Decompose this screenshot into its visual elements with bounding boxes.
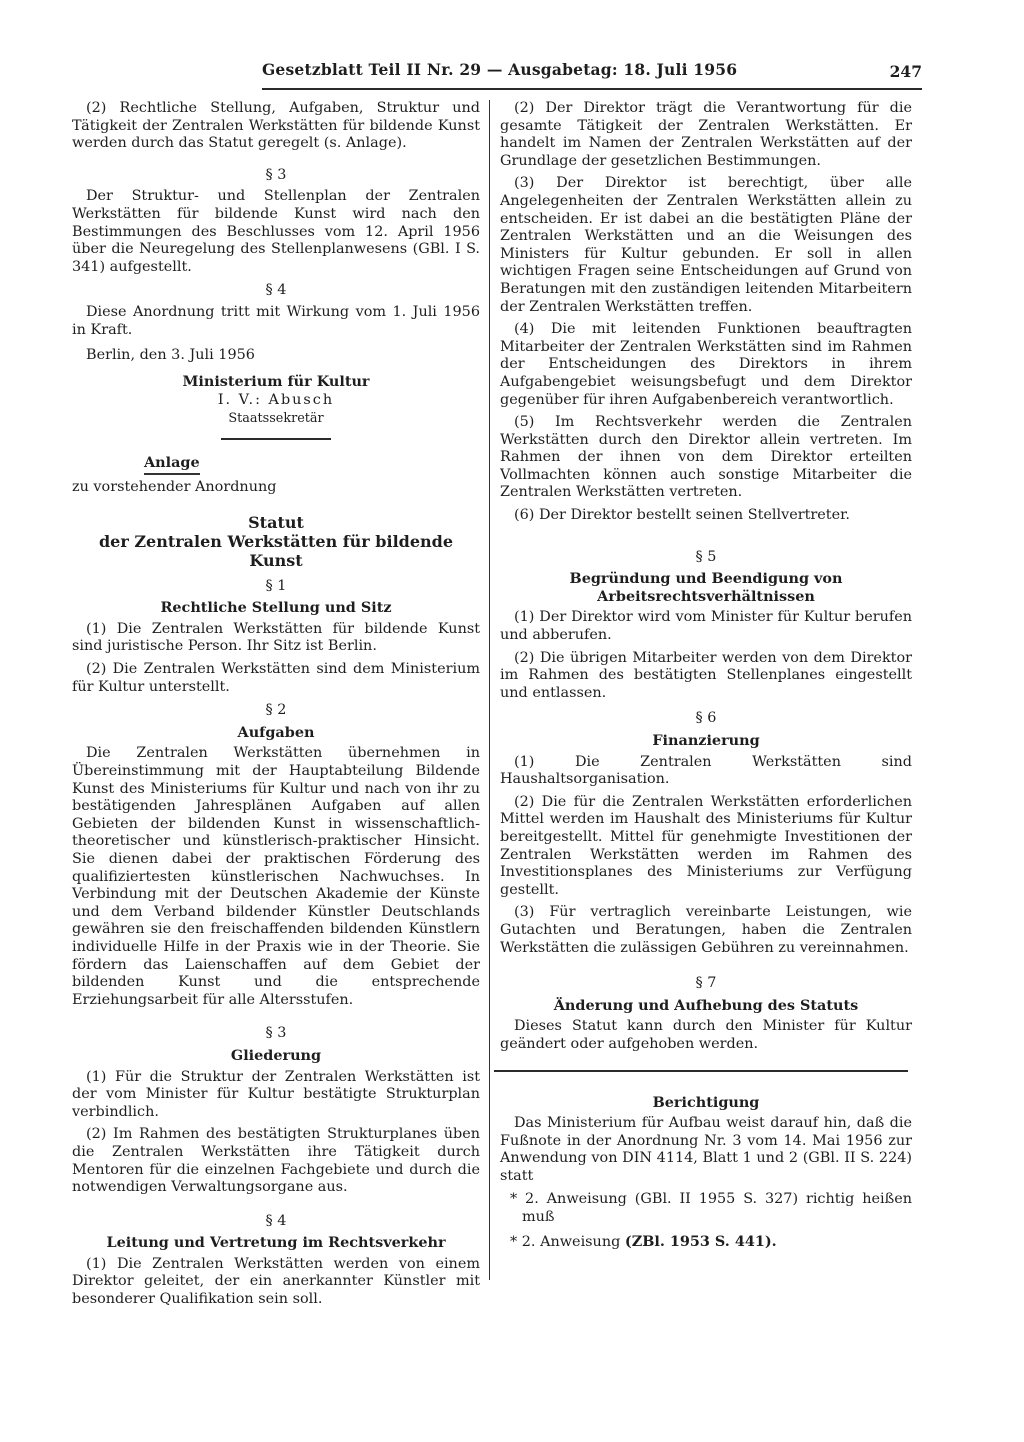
statute-section-5-title: Begründung und Beendigung von Arbeitsrechtsverhältnissen [569, 570, 843, 605]
correction-footnote-2-reference: (ZBl. 1953 S. 441). [624, 1232, 777, 1250]
correction-footnote-1: * 2. Anweisung (GBl. II 1955 S. 327) richtig heißen muß [510, 1191, 912, 1226]
statute-section-5-para-1: (1) Der Direktor wird vom Minister für Kultur berufen und abberufen. [500, 609, 912, 644]
statute-section-3-para-1: (1) Für die Struktur der Zentralen Werkstätten ist der vom Minister für Kultur bestätigte Strukturplan verbindlich. [72, 1068, 480, 1120]
statute-title-line-2: der Zentralen Werkstätten für bildende Kunst [98, 531, 454, 570]
statute-section-4-title: Leitung und Vertretung im Rechtsverkehr [106, 1234, 446, 1252]
statute-section-1-title: Rechtliche Stellung und Sitz [160, 599, 392, 617]
ministry-name: Ministerium für Kultur [182, 372, 370, 390]
statute-section-6-para-2: (2) Die für die Zentralen Werkstätten erforderlichen Mittel werden im Haushalt des Ministeriums für Kultur bereitgestellt. Mittel für genehmigte Investitionen der Zentralen Werkstätten werden im Rahmen des Investitionsplanes des Ministeriums zur Verfügung gestellt. [500, 793, 912, 898]
statute-section-2-title: Aufgaben [237, 723, 315, 741]
correction-heading: Berichtigung [652, 1093, 760, 1111]
statute-section-7-text: Dieses Statut kann durch den Minister für Kultur geändert oder aufgehoben werden. [500, 1018, 912, 1052]
statute-section-4-para-3: (3) Der Direktor ist berechtigt, über alle Angelegenheiten der Zentralen Werkstätten allein zu entscheiden. Er ist dabei an die bestätigten Pläne der Zentralen Werkstätten und an die Weisungen des Ministers für Kultur gebunden. Er soll in allen wichtigen Fragen seine Entscheidungen auf Grund von Beratungen mit den zuständigen leitenden Mitarbeitern der Zentralen Werkstätten treffen. [500, 175, 912, 315]
statute-section-4-para-2: (2) Der Direktor trägt die Verantwortung für die gesamte Tätigkeit der Zentralen Werkstätten. Er handelt im Namen der Zentralen Werkstätten auf der Grundlage der gesetzlichen Bestimmungen. [500, 100, 912, 169]
column-divider [489, 100, 490, 1280]
order-section-3-heading: § 3 [265, 166, 287, 183]
statute-section-4-para-5: (5) Im Rechtsverkehr werden die Zentralen Werkstätten durch den Direktor allein vertreten. Im Rahmen der ihnen von dem Direktor erteilten Vollmachten können auch sonstige Mitarbeiter die Zentralen Werkstätten vertreten. [500, 414, 912, 501]
correction-footnote-2-prefix: * 2. Anweisung [510, 1233, 625, 1250]
statute-section-4-heading: § 4 [265, 1212, 287, 1229]
correction-footnote-2 [510, 1232, 912, 1252]
gazette-title: Gesetzblatt Teil II Nr. 29 — Ausgabetag: 18. Juli 1956 [262, 60, 738, 79]
correction-text: Das Ministerium für Aufbau weist darauf hin, daß die Fußnote in der Anordnung Nr. 3 vom 14. Mai 1956 zur Anwendung von DIN 4114, Blatt 1 und 2 (GBl. II S. 224) statt [500, 1115, 912, 1184]
statute-section-3-title: Gliederung [230, 1046, 322, 1064]
page-number: 247 [889, 62, 922, 81]
statute-section-4-para-1: (1) Die Zentralen Werkstätten werden von einem Direktor geleitet, der ein anerkannter Künstler mit besonderer Qualifikation sein soll. [72, 1255, 480, 1308]
order-section-4-text: Diese Anordnung tritt mit Wirkung vom 1. Juli 1956 in Kraft. [72, 303, 480, 338]
statute-section-5-para-2: (2) Die übrigen Mitarbeiter werden von dem Direktor im Rahmen des bestätigten Stellenplanes eingestellt und entlassen. [500, 649, 912, 701]
statute-section-2-text: Die Zentralen Werkstätten übernehmen in Übereinstimmung mit der Hauptabteilung Bildende Kunst des Ministeriums für Kultur und nach von ihr zu bestätigenden Jahresplänen Aufgaben auf allen Gebieten der bildenden Kunst in wissenschaftlich-theoretischer und künstlerisch-praktischer Hinsicht. Sie dienen dabei der praktischen Förderung des qualifiziertesten künstlerischen Nachwuchses. In Verbindung mit der Deutschen Akademie der Künste und dem Verband bildender Künstler Deutschlands gewähren sie den freischaffenden bildenden Künstlern individuelle Hilfe in der Praxis wie in der Theorie. Sie fördern das Laienschaffen auf dem Gebiet der bildenden Kunst und die entsprechende Erziehungsarbeit für alle Altersstufen. [72, 745, 480, 1008]
left-column [72, 100, 480, 1314]
statute-section-1-heading: § 1 [265, 577, 287, 594]
statute-title [72, 513, 480, 570]
statute-section-6-title: Finanzierung [652, 732, 760, 749]
signatory-title: Staatssekretär [228, 410, 324, 426]
order-paragraph-2: (2) Rechtliche Stellung, Aufgaben, Struktur und Tätigkeit der Zentralen Werkstätten für bildende Kunst werden durch das Statut geregelt (s. Anlage). [72, 100, 480, 152]
statute-section-3-heading: § 3 [265, 1025, 287, 1042]
statute-section-7-heading: § 7 [695, 975, 717, 992]
divider [494, 1070, 908, 1072]
statute-section-5-heading: § 5 [695, 548, 717, 565]
divider [221, 438, 331, 440]
right-column [500, 100, 912, 1257]
annex-heading: Anlage [144, 454, 200, 476]
place-date: Berlin, den 3. Juli 1956 [86, 347, 255, 364]
page-header [262, 58, 922, 90]
statute-section-3-para-2: (2) Im Rahmen des bestätigten Strukturplanes üben die Zentralen Werkstätten ihre Tätigkeit durch Mentoren für die einzelnen Fachgebiete und durch die notwendigen Verwaltungsorgane aus. [72, 1126, 480, 1196]
statute-section-1-para-1: (1) Die Zentralen Werkstätten für bildende Kunst sind juristische Person. Ihr Sitz ist Berlin. [72, 620, 480, 655]
statute-section-4-para-4: (4) Die mit leitenden Funktionen beauftragten Mitarbeiter der Zentralen Werkstätten sind im Rahmen der Entscheidungen des Direktors in ihrem Aufgabengebiet weisungsbefugt und dem Direktor gegenüber für ihren Aufgabenbereich verantwortlich. [500, 321, 912, 408]
statute-section-4-para-6: (6) Der Direktor bestellt seinen Stellvertreter. [514, 507, 850, 524]
statute-section-6-para-1: (1) Die Zentralen Werkstätten sind Haushaltsorganisation. [500, 753, 912, 788]
statute-section-7-title: Änderung und Aufhebung des Statuts [553, 996, 859, 1014]
statute-section-6-para-3: (3) Für vertraglich vereinbarte Leistungen, wie Gutachten und Beratungen, haben die Zentralen Werkstätten die zulässigen Gebühren zu vereinnahmen. [500, 904, 912, 956]
statute-section-6-heading: § 6 [695, 710, 717, 727]
order-section-4-heading: § 4 [265, 282, 287, 299]
annex-subtitle: zu vorstehender Anordnung [72, 479, 277, 496]
statute-section-2-heading: § 2 [265, 702, 287, 719]
statute-title-line-1: Statut [248, 512, 304, 532]
order-section-3-text: Der Struktur- und Stellenplan der Zentralen Werkstätten für bildende Kunst wird nach den Bestimmungen des Beschlusses vom 12. April 1956 über die Neuregelung des Stellenplanwesens (GBl. I S. 341) aufgestellt. [72, 188, 480, 275]
signatory: I. V.: Abusch [217, 392, 335, 409]
statute-section-1-para-2: (2) Die Zentralen Werkstätten sind dem Ministerium für Kultur unterstellt. [72, 661, 480, 695]
